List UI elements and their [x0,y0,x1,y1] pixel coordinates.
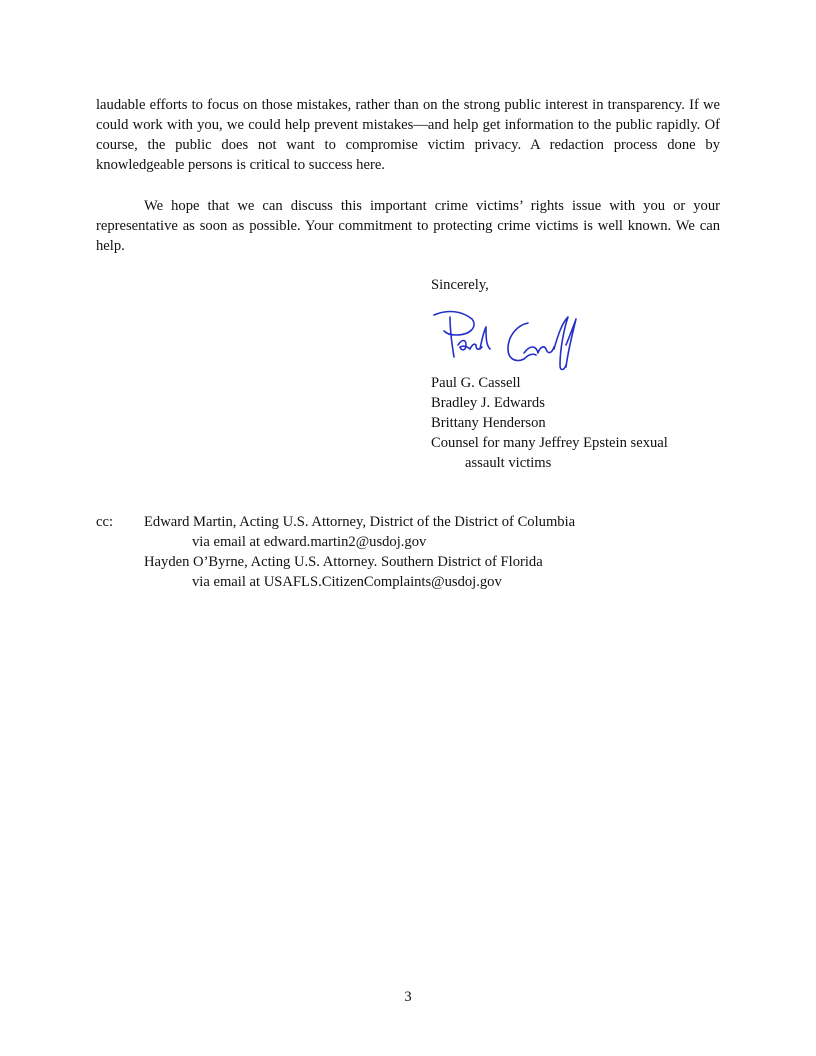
signatory-title-continuation: assault victims [465,455,552,471]
closing-salutation: Sincerely, [431,277,489,293]
cc-block [96,512,736,592]
signatory-name: Paul G. Cassell [431,375,521,391]
handwritten-signature [428,305,578,383]
cc-recipient-email: via email at edward.martin2@usdoj.gov [192,534,427,550]
signatory-name: Bradley J. Edwards [431,395,545,411]
signatory-title: Counsel for many Jeffrey Epstein sexual [431,435,668,451]
signatory-name: Brittany Henderson [431,415,546,431]
cc-recipient-email: via email at USAFLS.CitizenComplaints@usdoj.gov [192,574,502,590]
signatory-list [431,373,751,473]
cc-label: cc: [96,514,114,530]
cc-recipient-name: Hayden O’Byrne, Acting U.S. Attorney. Southern District of Florida [144,554,543,570]
cc-recipient-name: Edward Martin, Acting U.S. Attorney, District of the District of Columbia [144,514,576,530]
page-number: 3 [404,989,412,1005]
body-paragraph-1: laudable efforts to focus on those mistakes, rather than on the strong public interest in transparency. If we could work with you, we could help prevent mistakes—and help get information to the public rapidly. Of course, the public does not want to compromise victim privacy. A redaction process done by knowledgeable persons is critical to success here. [96,97,720,173]
body-paragraph-2: We hope that we can discuss this important crime victims’ rights issue with you or your representative as soon as possible. Your commitment to protecting crime victims is well known. We can help. [96,198,720,254]
